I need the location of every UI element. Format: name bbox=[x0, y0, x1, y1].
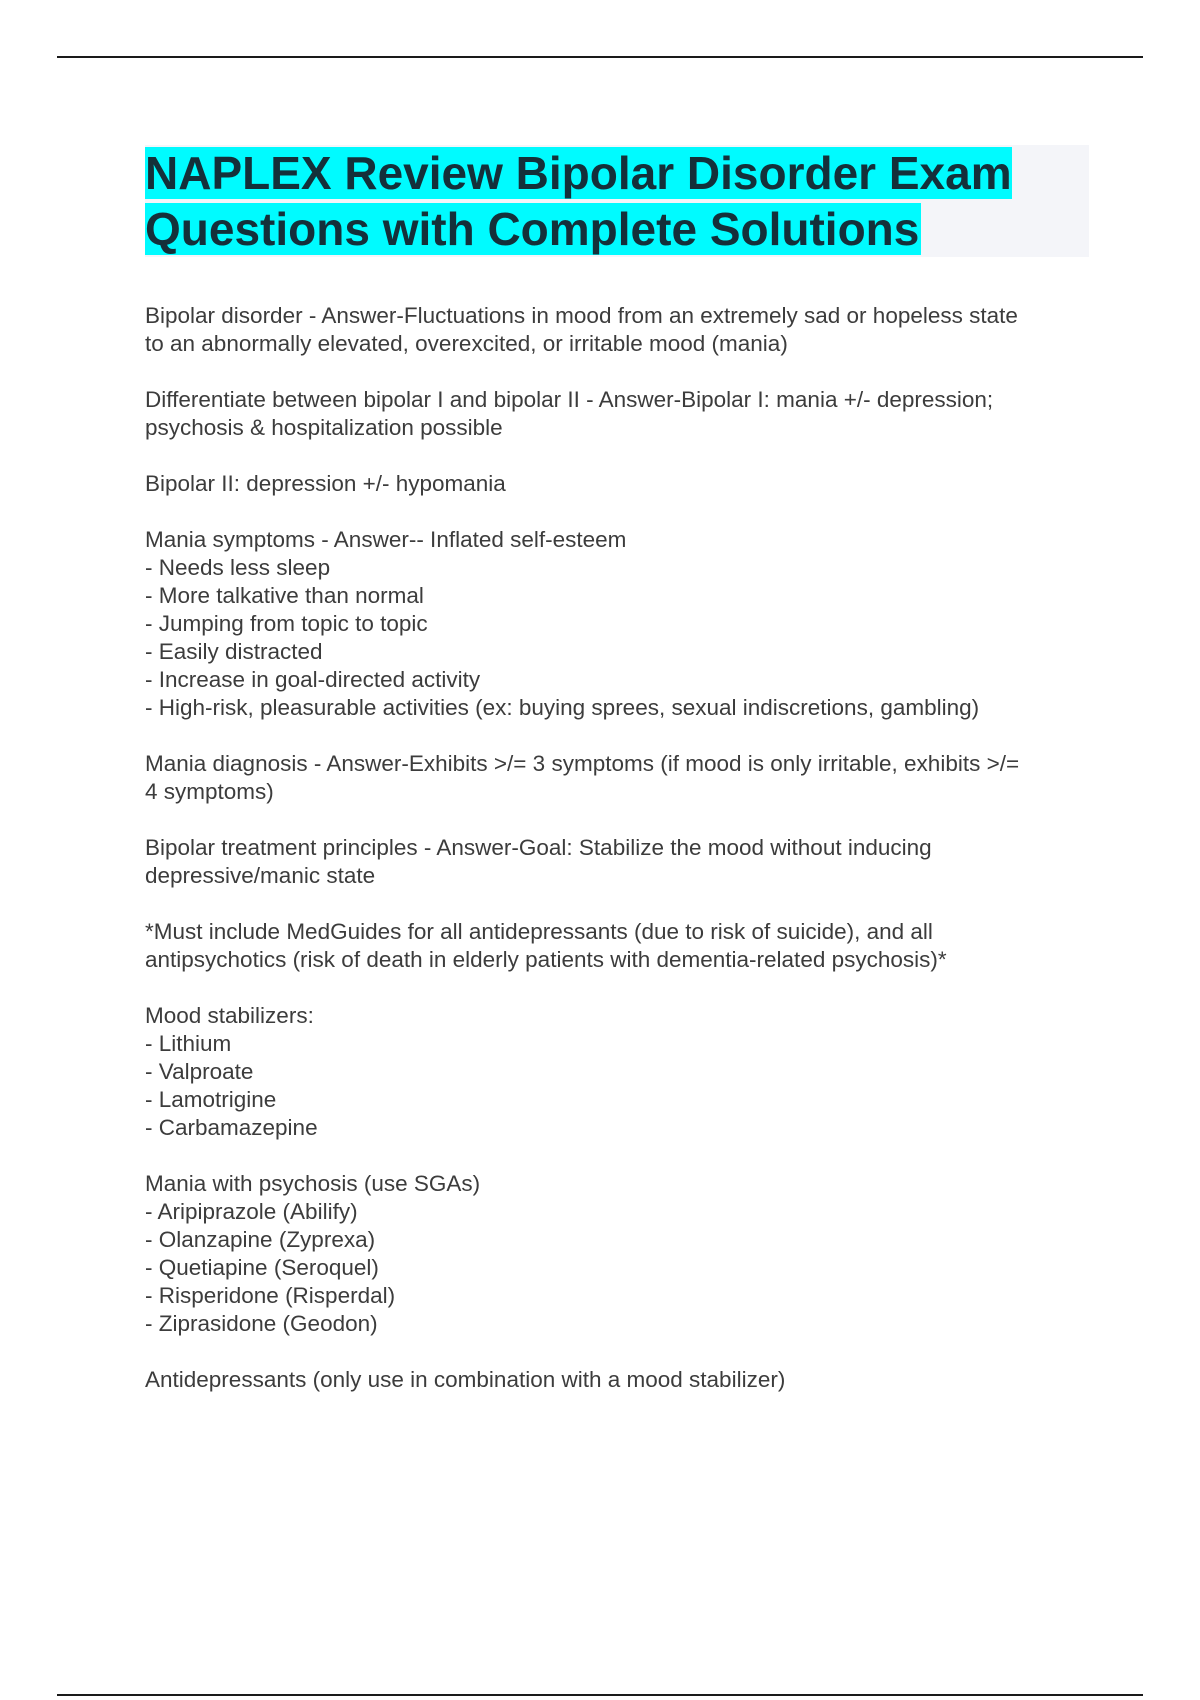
entry-bipolar-i-vs-ii bbox=[145, 386, 1090, 442]
text-line: Bipolar disorder - Answer-Fluctuations in mood from an extremely sad or hopeless state bbox=[145, 303, 1018, 328]
entry-mania-symptoms bbox=[145, 526, 1090, 722]
text-line: antipsychotics (risk of death in elderly patients with dementia-related psychosis)* bbox=[145, 947, 947, 972]
text-line: psychosis & hospitalization possible bbox=[145, 415, 503, 440]
entry-mood-stabilizers bbox=[145, 1002, 1090, 1142]
list-item: - Needs less sleep bbox=[145, 555, 331, 580]
title-highlight: NAPLEX Review Bipolar Disorder Exam Questions with Complete Solutions bbox=[145, 147, 1012, 255]
entry-bipolar-disorder bbox=[145, 302, 1090, 358]
text-line: Mania diagnosis - Answer-Exhibits >/= 3 symptoms (if mood is only irritable, exhibits >/= bbox=[145, 751, 1020, 776]
title-block bbox=[145, 145, 1089, 257]
text-line: 4 symptoms) bbox=[145, 779, 274, 804]
list-item: - Olanzapine (Zyprexa) bbox=[145, 1227, 376, 1252]
list-item: - Lithium bbox=[145, 1031, 232, 1056]
list-item: - Aripiprazole (Abilify) bbox=[145, 1199, 358, 1224]
list-item: - Quetiapine (Seroquel) bbox=[145, 1255, 379, 1280]
document-title bbox=[145, 145, 1089, 257]
entry-bipolar-ii bbox=[145, 470, 1090, 498]
footer-rule bbox=[57, 1694, 1143, 1696]
entry-mania-diagnosis bbox=[145, 750, 1090, 806]
text-line: Antidepressants (only use in combination with a mood stabilizer) bbox=[145, 1367, 786, 1392]
header-rule bbox=[57, 56, 1143, 58]
list-item: - Easily distracted bbox=[145, 639, 323, 664]
text-line: Mania with psychosis (use SGAs) bbox=[145, 1171, 481, 1196]
entry-mania-with-psychosis bbox=[145, 1170, 1090, 1338]
list-item: - Ziprasidone (Geodon) bbox=[145, 1311, 378, 1336]
list-item: - Risperidone (Risperdal) bbox=[145, 1283, 396, 1308]
list-item: - High-risk, pleasurable activities (ex: buying sprees, sexual indiscretions, gambling) bbox=[145, 695, 980, 720]
entry-antidepressants bbox=[145, 1366, 1090, 1394]
list-item: - Jumping from topic to topic bbox=[145, 611, 428, 636]
text-line: Mania symptoms - Answer-- Inflated self-esteem bbox=[145, 527, 627, 552]
list-item: - Valproate bbox=[145, 1059, 254, 1084]
list-item: - Lamotrigine bbox=[145, 1087, 277, 1112]
list-item: - Carbamazepine bbox=[145, 1115, 318, 1140]
text-line: Bipolar II: depression +/- hypomania bbox=[145, 471, 506, 496]
text-line: to an abnormally elevated, overexcited, or irritable mood (mania) bbox=[145, 331, 788, 356]
entry-medguides-note bbox=[145, 918, 1090, 974]
document-body bbox=[145, 302, 1090, 1422]
entry-treatment-principles bbox=[145, 834, 1090, 890]
list-item: - More talkative than normal bbox=[145, 583, 424, 608]
list-item: - Increase in goal-directed activity bbox=[145, 667, 481, 692]
text-line: Differentiate between bipolar I and bipolar II - Answer-Bipolar I: mania +/- depression; bbox=[145, 387, 994, 412]
text-line: Bipolar treatment principles - Answer-Goal: Stabilize the mood without inducing bbox=[145, 835, 932, 860]
text-line: Mood stabilizers: bbox=[145, 1003, 314, 1028]
text-line: depressive/manic state bbox=[145, 863, 376, 888]
text-line: *Must include MedGuides for all antidepressants (due to risk of suicide), and all bbox=[145, 919, 933, 944]
